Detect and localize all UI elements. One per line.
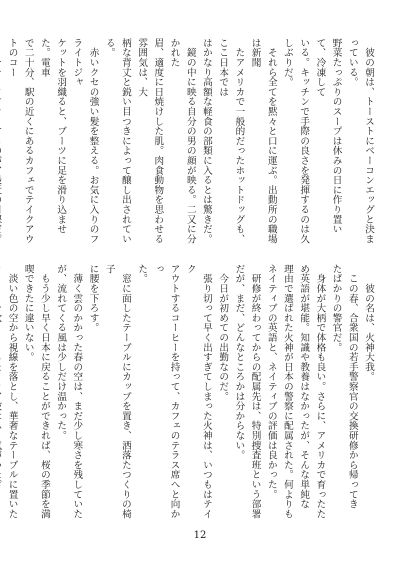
body-text-upper: 彼の朝は、トーストにベーコンエッグと決まっている。 野菜たっぷりのスープは休みの日に作り置いて、冷凍して いる。キッチンで手際の良さを発揮するのは久しぶりだ。 それら全てを黙々と口に運ぶ。出動所の職場は新聞 たアメリカで一般的だったホットドッグも、ここ日本では はかなり高額な軽食の部類に入るとは驚きだ。 鏡の中に映る自分の男の顔が映る。二又に分かれた 眉、適度に日焼けした肌。肉食動物を思わせる雰囲気は、大 柄な背丈と鋭い目つきによって醸し出されている。 赤いクセの強い髪を整える。お気に入りのフライトジャ ケットを羽織ると、ブーツに足を滑り込ませた。電車 で二十分、駅の近くにあるカフェでテイクアウトのコー	[6, 38, 374, 244]
body-text-lower: 彼の名は、火神大我。 この春、合衆国の若手警察官の交換研修から帰ってき たばかりの警官だ。 身体が大柄で体格も良い。さらに、アメリカで育ったた め英語が堪能。知識や教養はなかったが、そんな単純な 理由で選ばれた火神が日本の警察に配属された。何よりも ネイティブの英語と、ネイティブの評価は良かった。 研修が終わってからの配属先は、特別捜査班という部署 だが、まだ、どんなところかは分からない。 今日が初めての出勤なのだ。 張り切って早く出すぎてしまった火神は、いつもはテイク アウトするコーヒーを持って、カフェのテラス席へと向かっ た。 窓に面したテーブルにカップを置き、洒落たつくりの椅子 に腰を下ろす。 薄く雲のかかった春の空は、まだ少し寒さを残していた が、流れてくる風は少しだけ温かった。 もう少し早く日本に戻ることができれば、桜の季節を満 喫できたに違いない。 淡い色の空から視線を落とし、華奢なテーブルに置いた	[6, 264, 374, 519]
page-number: 12	[193, 530, 207, 541]
